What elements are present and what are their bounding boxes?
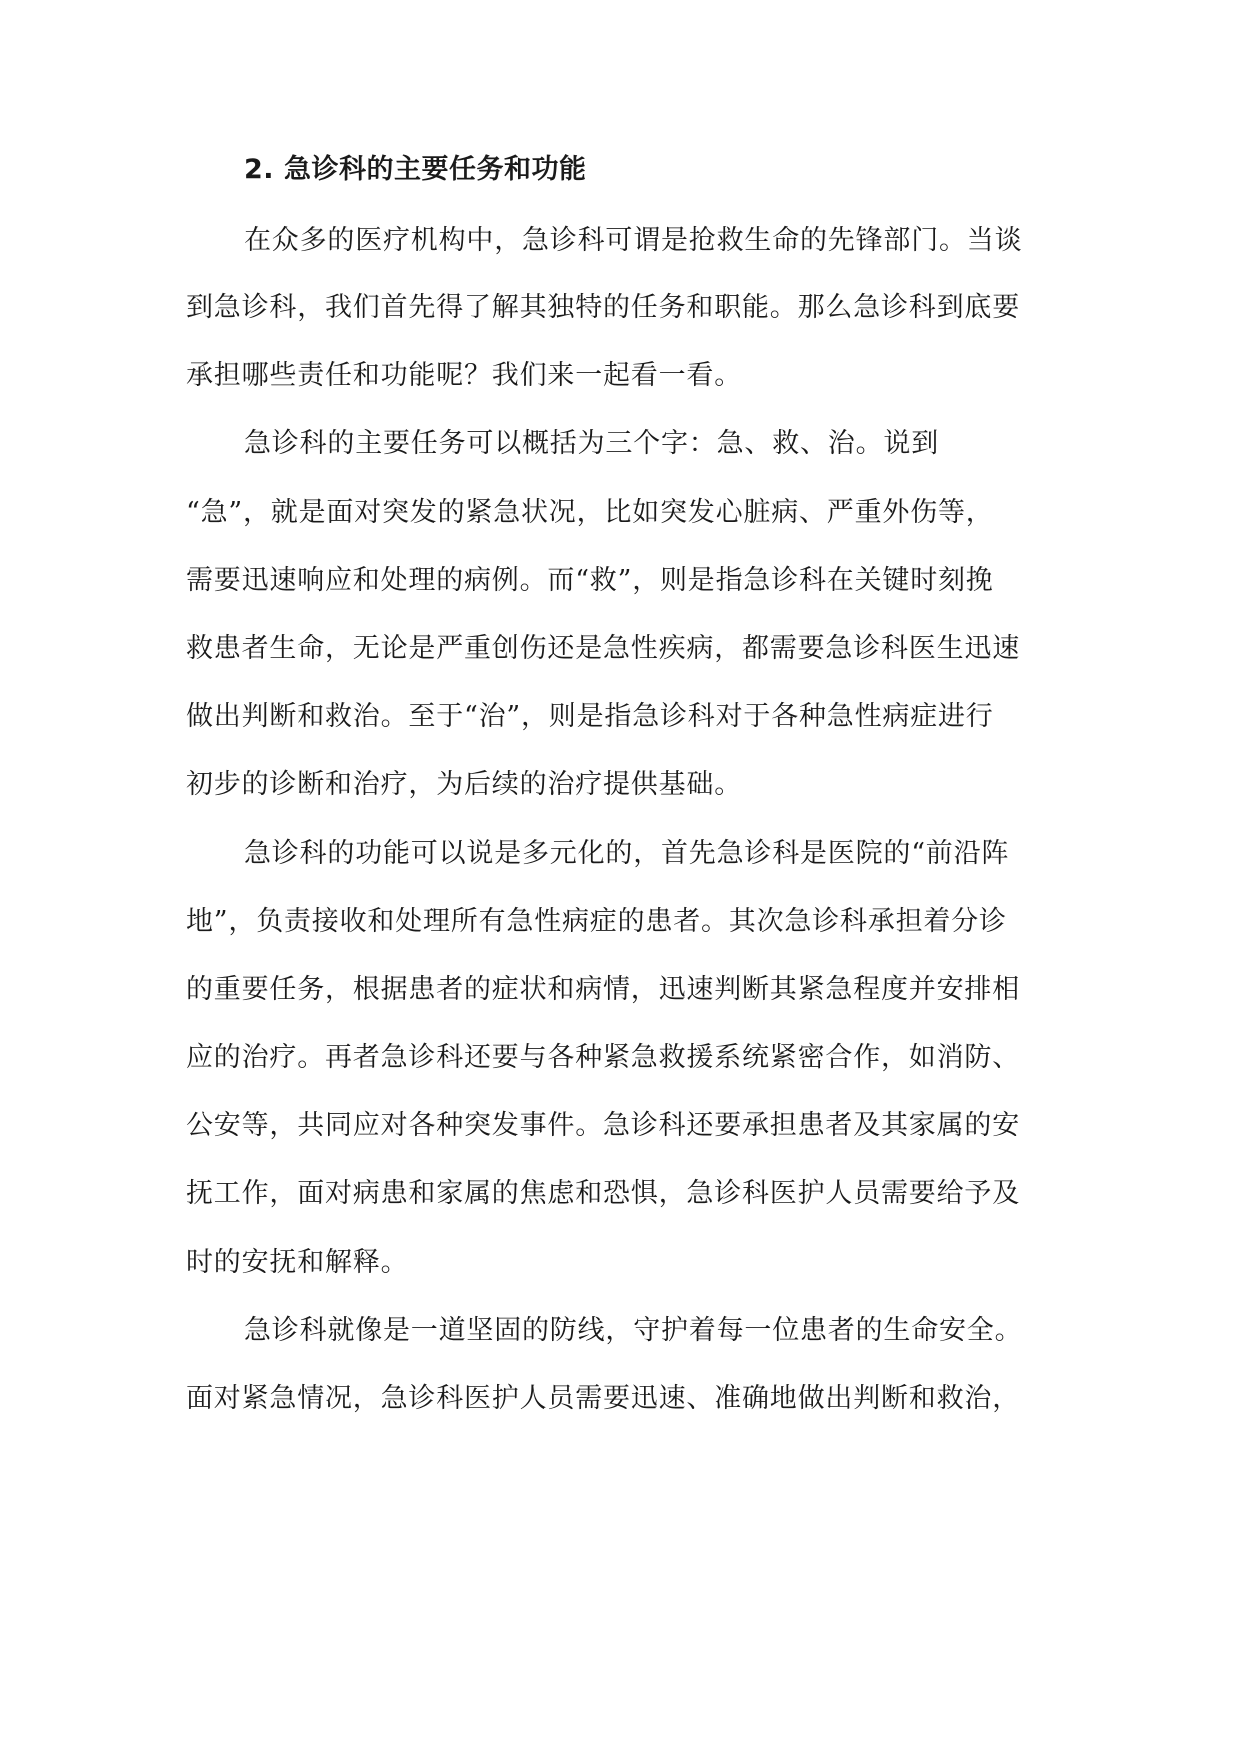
paragraph-2-line-6: 初步的诊断和治疗，为后续的治疗提供基础。 bbox=[186, 769, 742, 800]
paragraph-1-line-3: 承担哪些责任和功能呢？我们来一起看一看。 bbox=[186, 360, 742, 391]
paragraph-2-line-3: 需要迅速响应和处理的病例。而“救”，则是指急诊科在关键时刻挽 bbox=[186, 565, 994, 596]
paragraph-3-line-5: 公安等，共同应对各种突发事件。急诊科还要承担患者及其家属的安 bbox=[186, 1110, 1020, 1141]
paragraph-4-line-2: 面对紧急情况，急诊科医护人员需要迅速、准确地做出判断和救治， bbox=[186, 1383, 1020, 1414]
paragraph-2-line-4: 救患者生命，无论是严重创伤还是急性疾病，都需要急诊科医生迅速 bbox=[186, 633, 1020, 664]
paragraph-3-line-2: 地”，负责接收和处理所有急性病症的患者。其次急诊科承担着分诊 bbox=[186, 906, 1007, 937]
paragraph-1-line-1: 在众多的医疗机构中，急诊科可谓是抢救生命的先锋部门。当谈 bbox=[244, 225, 1023, 256]
paragraph-3-line-6: 抚工作，面对病患和家属的焦虑和恐惧，急诊科医护人员需要给予及 bbox=[186, 1178, 1020, 1209]
paragraph-3-line-3: 的重要任务，根据患者的症状和病情，迅速判断其紧急程度并安排相 bbox=[186, 974, 1020, 1005]
paragraph-2-line-2: “急”，就是面对突发的紧急状况，比如突发心脏病、严重外伤等， bbox=[186, 497, 994, 528]
section-heading: 2. 急诊科的主要任务和功能 bbox=[244, 154, 587, 185]
paragraph-1-line-2: 到急诊科，我们首先得了解其独特的任务和职能。那么急诊科到底要 bbox=[186, 292, 1020, 323]
paragraph-4-line-1: 急诊科就像是一道坚固的防线，守护着每一位患者的生命安全。 bbox=[244, 1315, 1023, 1346]
paragraph-2-line-5: 做出判断和救治。至于“治”，则是指急诊科对于各种急性病症进行 bbox=[186, 701, 994, 732]
paragraph-3-line-7: 时的安抚和解释。 bbox=[186, 1247, 409, 1278]
paragraph-3-line-4: 应的治疗。再者急诊科还要与各种紧急救援系统紧密合作，如消防、 bbox=[186, 1042, 1020, 1073]
paragraph-2-line-1: 急诊科的主要任务可以概括为三个字：急、救、治。说到 bbox=[244, 428, 939, 459]
paragraph-3-line-1: 急诊科的功能可以说是多元化的，首先急诊科是医院的“前沿阵 bbox=[244, 838, 1010, 869]
